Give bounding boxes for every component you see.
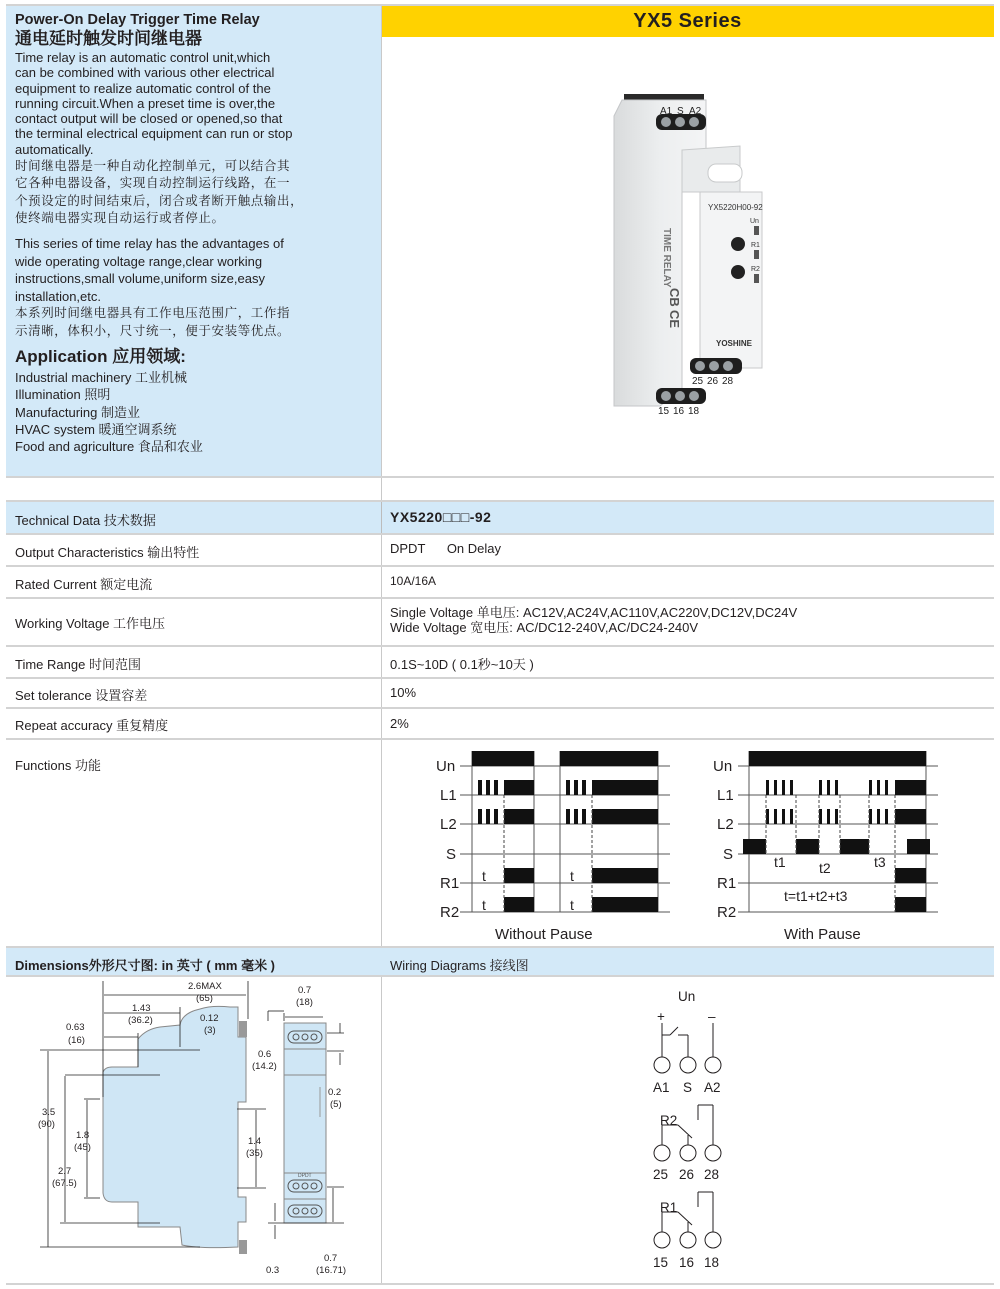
column-divider xyxy=(381,502,382,533)
terminal-label: 18 xyxy=(688,406,700,417)
terminal-26: 26 xyxy=(679,1167,695,1182)
spec-value: 10A/16A xyxy=(390,574,437,588)
spec-label: Functions 功能 xyxy=(15,758,101,773)
text-line: This series of time relay has the advantages of xyxy=(15,236,284,252)
model-number: YX5220□□□-92 xyxy=(390,509,492,525)
svg-text:0.2: 0.2 xyxy=(328,1087,342,1098)
spec-label: Output Characteristics 输出特性 xyxy=(15,545,200,560)
svg-text:(67.5): (67.5) xyxy=(52,1178,77,1189)
spec-label: Time Range 时间范围 xyxy=(15,657,141,672)
text-line: 它各种电器设备，实现自动控制运行线路，在一 xyxy=(15,176,291,191)
svg-text:0.7: 0.7 xyxy=(298,985,312,996)
svg-text:(14.2): (14.2) xyxy=(252,1061,277,1072)
text-line: instructions,small volume,uniform size,easy xyxy=(15,271,265,287)
wiring-header: Wiring Diagrams 接线图 xyxy=(390,958,529,973)
t2-label: t2 xyxy=(819,860,831,876)
t-label: t xyxy=(570,897,574,913)
spec-label: Repeat accuracy 重复精度 xyxy=(15,718,169,733)
diagram-caption: Without Pause xyxy=(495,926,593,943)
svg-text:1.43: 1.43 xyxy=(132,1003,151,1014)
plus-sign: + xyxy=(657,1009,665,1024)
text-line: running circuit.When a preset time is over,the xyxy=(15,95,276,111)
text-line: 使终端电器实现自动运行或者停止。 xyxy=(15,210,225,225)
product-title-cn: 通电延时触发时间继电器 xyxy=(15,29,202,48)
tech-header-label: Technical Data 技术数据 xyxy=(15,513,156,528)
intro-panel xyxy=(6,6,381,476)
text-line: 时间继电器是一种自动化控制单元，可以结合其 xyxy=(15,159,291,174)
svg-text:1.8: 1.8 xyxy=(76,1130,90,1141)
spec-row-tolerance xyxy=(6,679,994,707)
spec-value: 10% xyxy=(390,685,417,700)
text-line: the terminal electrical equipment can run or stop xyxy=(15,126,293,142)
spec-row-voltage xyxy=(6,599,994,645)
svg-text:0.7: 0.7 xyxy=(324,1253,338,1264)
svg-text:(18): (18) xyxy=(296,997,313,1008)
signal-label: L1 xyxy=(440,787,457,804)
application-item: Illumination 照明 xyxy=(15,387,111,403)
svg-text:(90): (90) xyxy=(38,1119,55,1130)
spec-label: Set tolerance 设置容差 xyxy=(15,688,148,703)
terminal-label: A1 xyxy=(660,106,673,117)
svg-text:(36.2): (36.2) xyxy=(128,1015,153,1026)
t-label: t xyxy=(482,868,486,884)
terminal-label: 25 xyxy=(692,376,704,387)
text-line: 本系列时间继电器具有工作电压范围广，工作指 xyxy=(15,306,291,321)
spec-value: DPDT On Delay xyxy=(390,541,502,556)
led-label: Un xyxy=(750,218,759,225)
minus-sign: – xyxy=(708,1009,716,1024)
description-cn xyxy=(15,158,381,227)
bottom-rule xyxy=(6,1283,994,1285)
svg-text:(45): (45) xyxy=(74,1142,91,1153)
svg-text:(3): (3) xyxy=(204,1025,216,1036)
series-title: YX5 Series xyxy=(381,6,994,37)
signal-label: S xyxy=(446,846,457,863)
application-item: Food and agriculture 食品和农业 xyxy=(15,439,203,455)
application-item: Industrial machinery 工业机械 xyxy=(15,369,187,385)
dimension-drawing xyxy=(0,977,370,1282)
svg-text:0.3: 0.3 xyxy=(266,1265,280,1276)
spec-value: 2% xyxy=(390,716,409,731)
cert-cb: CB xyxy=(667,288,682,307)
spec-row-current xyxy=(6,567,994,597)
terminal-28: 28 xyxy=(704,1167,720,1182)
relay-r2-label: R2 xyxy=(660,1113,678,1128)
text-line: wide operating voltage range,clear working xyxy=(15,253,263,269)
spec-row-output xyxy=(6,535,994,565)
led-label: R1 xyxy=(751,242,760,249)
supply-label: Un xyxy=(678,989,696,1004)
dimensions-wiring-header xyxy=(6,948,994,975)
spec-value xyxy=(390,605,797,635)
terminal-a1: A1 xyxy=(653,1080,670,1095)
svg-text:DPDT: DPDT xyxy=(298,1173,312,1179)
dimensions-header xyxy=(15,955,275,974)
terminal-label: S xyxy=(677,106,684,117)
signal-label: L2 xyxy=(440,816,457,833)
terminal-label: 28 xyxy=(722,376,734,387)
text-line: 个预设定的时间结束后，闭合或者断开触点输出， xyxy=(15,193,304,208)
terminal-label: 26 xyxy=(707,376,719,387)
application-item: HVAC system 暖通空调系统 xyxy=(15,422,177,438)
text-line: 示清晰，体积小，尺寸统一，便于安装等优点。 xyxy=(15,323,291,338)
timing-diagram-with-pause xyxy=(708,745,948,945)
terminal-18: 18 xyxy=(704,1255,720,1270)
application-list xyxy=(15,369,381,456)
svg-text:(5): (5) xyxy=(330,1099,342,1110)
svg-text:0.12: 0.12 xyxy=(200,1013,219,1024)
cert-ce: CE xyxy=(667,310,682,329)
dimensions-title: Dimensions外形尺寸图: in 英寸 ( mm 毫米 ) xyxy=(15,958,276,973)
svg-text:(65): (65) xyxy=(196,993,213,1004)
text-line: Time relay is an automatic control unit,which xyxy=(15,50,271,65)
application-item: Manufacturing 制造业 xyxy=(15,404,140,420)
wide-voltage: Wide Voltage 宽电压: AC/DC12-240V,AC/DC24-240V xyxy=(390,620,699,635)
text-line: installation,etc. xyxy=(15,288,101,304)
side-label: TIME RELAY xyxy=(661,228,672,288)
tech-header-row xyxy=(6,502,994,533)
signal-label: Un xyxy=(436,758,456,775)
single-voltage: Single Voltage 单电压: AC12V,AC24V,AC110V,AC220V,DC12V,DC24V xyxy=(390,605,798,620)
terminal-16: 16 xyxy=(679,1255,695,1270)
svg-text:(16): (16) xyxy=(68,1035,85,1046)
advantages-en xyxy=(15,235,381,305)
svg-text:(16.71): (16.71) xyxy=(316,1265,347,1276)
wiring-diagram xyxy=(640,985,750,1275)
spec-label: Rated Current 额定电流 xyxy=(15,577,153,592)
formula-label: t=t1+t2+t3 xyxy=(784,888,848,904)
signal-label: S xyxy=(723,846,734,863)
product-image xyxy=(600,88,780,418)
row-rule xyxy=(6,476,994,478)
relay-r1-label: R1 xyxy=(660,1200,678,1215)
signal-label: R1 xyxy=(717,875,737,892)
spec-row-accuracy xyxy=(6,709,994,738)
text-line: equipment to realize automatic control of the xyxy=(15,80,271,96)
svg-text:2.7: 2.7 xyxy=(58,1166,72,1177)
t3-label: t3 xyxy=(874,854,886,870)
t1-label: t1 xyxy=(774,854,786,870)
text-line: automatically. xyxy=(15,141,94,157)
signal-label: R2 xyxy=(717,904,737,921)
signal-label: R2 xyxy=(440,904,460,921)
terminal-15: 15 xyxy=(653,1255,669,1270)
t-label: t xyxy=(570,868,574,884)
signal-label: L1 xyxy=(717,787,734,804)
terminal-25: 25 xyxy=(653,1167,669,1182)
advantages-cn xyxy=(15,305,381,340)
svg-text:3.5: 3.5 xyxy=(42,1107,56,1118)
spec-row-time-range xyxy=(6,647,994,677)
svg-text:2.6MAX: 2.6MAX xyxy=(188,981,222,992)
text-line: can be combined with various other electrical xyxy=(15,65,275,81)
model-label: YX5220H00-92 xyxy=(708,203,763,212)
signal-label: L2 xyxy=(717,816,734,833)
terminal-a2: A2 xyxy=(704,1080,721,1095)
text-line: contact output will be closed or opened,so that xyxy=(15,111,283,127)
svg-text:1.4: 1.4 xyxy=(248,1136,262,1147)
signal-label: Un xyxy=(713,758,733,775)
application-title: Application 应用领域: xyxy=(15,346,186,366)
description-en xyxy=(15,50,381,157)
svg-text:(35): (35) xyxy=(246,1148,263,1159)
led-label: R2 xyxy=(751,266,760,273)
diagram-caption: With Pause xyxy=(784,926,861,943)
spec-value: 0.1S~10D ( 0.1秒~10天 ) xyxy=(390,657,534,672)
signal-label: R1 xyxy=(440,875,460,892)
terminal-s: S xyxy=(683,1080,693,1095)
svg-text:0.63: 0.63 xyxy=(66,1022,85,1033)
timing-diagram-without-pause xyxy=(430,745,670,945)
product-title-en: Power-On Delay Trigger Time Relay xyxy=(15,12,260,28)
t-label: t xyxy=(482,897,486,913)
terminal-label: 16 xyxy=(673,406,685,417)
terminal-label: 15 xyxy=(658,406,670,417)
svg-text:0.6: 0.6 xyxy=(258,1049,272,1060)
spec-label: Working Voltage 工作电压 xyxy=(15,616,166,631)
brand-logo: YOSHINE xyxy=(716,339,753,348)
terminal-label: A2 xyxy=(689,106,702,117)
